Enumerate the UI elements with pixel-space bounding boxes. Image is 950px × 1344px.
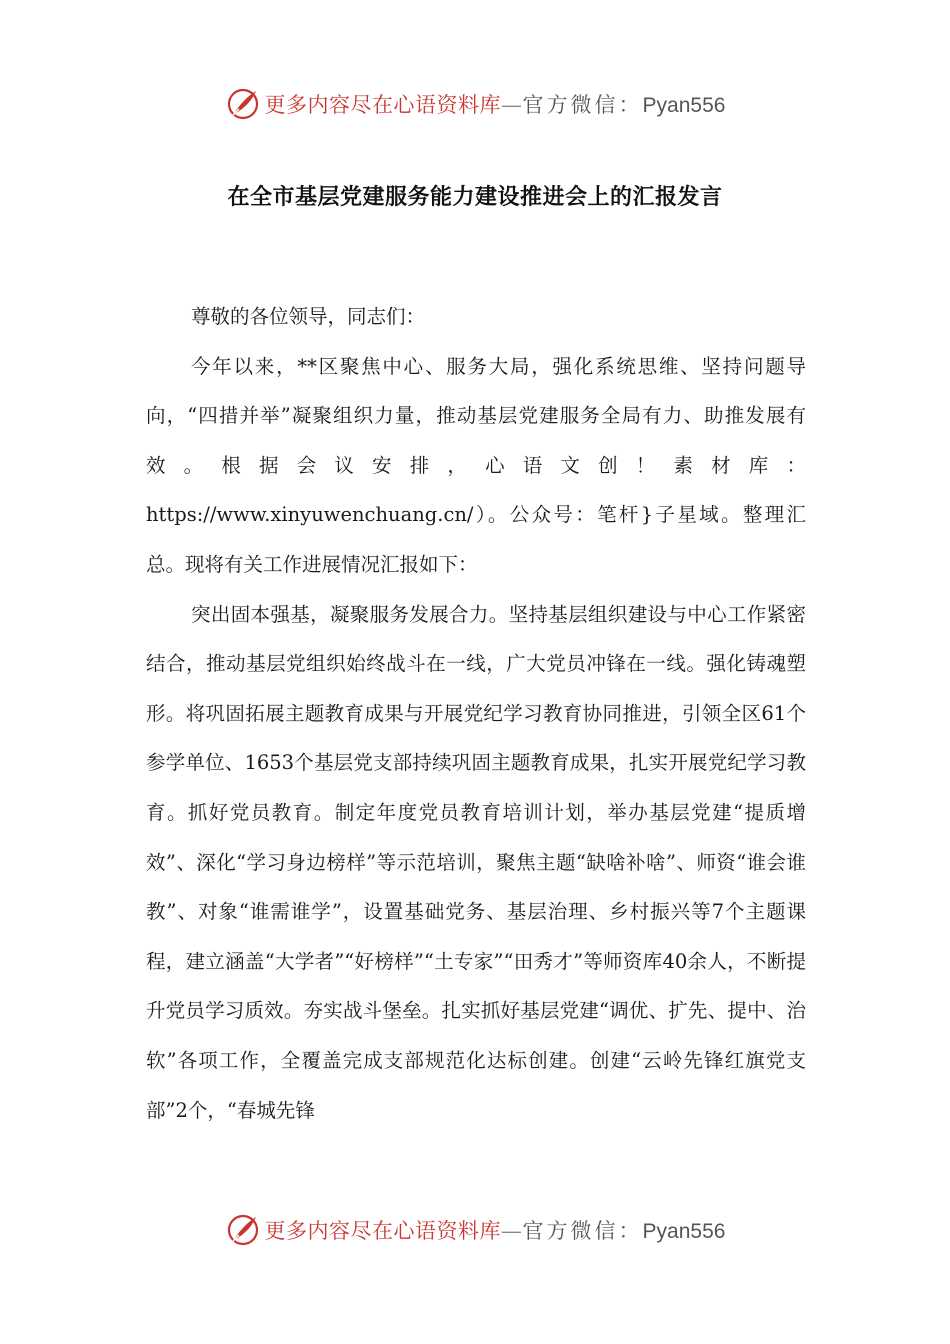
document-title: 在全市基层党建服务能力建设推进会上的汇报发言 (227, 185, 723, 210)
paragraph-2: 突出固本强基，凝聚服务发展合力。坚持基层组织建设与中心工作紧密结合，推动基层党组织始终战斗在一线，广大党员冲锋在一线。强化铸魂塑形。将巩固拓展主题教育成果与开展党纪学习教育协同推进，引领全区61个参学单位、1653个基层党支部持续巩固主题教育成果，扎实开展党纪学习教育。抓好党员教育。制定年度党员教育培训计划，举办基层党建“提质增效”、深化“学习身边榜样”等示范培训，聚焦主题“缺啥补啥”、师资“谁会谁教”、对象“谁需谁学”，设置基础党务、基层治理、乡村振兴等7个主题课程，建立涵盖“大学者”“好榜样”“土专家”“田秀才”等师资库40余人，不断提升党员学习质效。夯实战斗堡垒。扎实抓好基层党建“调优、扩先、提中、治软”各项工作，全覆盖完成支部规范化达标创建。创建“云岭先锋红旗党支部”2个，“春城先锋 (146, 602, 806, 1122)
document-body (146, 292, 806, 1135)
header-watermark-banner (0, 82, 950, 126)
paragraph-1: 今年以来，**区聚焦中心、服务大局，强化系统思维、坚持问题导向，“四措并举”凝聚组织力量，推动基层党建服务全局有力、助推发展有效。根据会议安排，心语文创！素材库：https://www.xinyuwenchuang.cn/）。公众号：笔杆}子星域。整理汇总。现将有关工作进展情况汇报如下： (146, 354, 806, 576)
greeting: 尊敬的各位领导，同志们： (191, 305, 426, 328)
banner-text: 更多内容尽在心语资料库—官方微信：Pyan556 (264, 1219, 726, 1243)
footer-watermark-banner (0, 1208, 950, 1252)
banner-text: 更多内容尽在心语资料库—官方微信：Pyan556 (264, 93, 726, 117)
quill-logo-icon (225, 86, 261, 122)
quill-logo-icon (225, 1212, 261, 1248)
